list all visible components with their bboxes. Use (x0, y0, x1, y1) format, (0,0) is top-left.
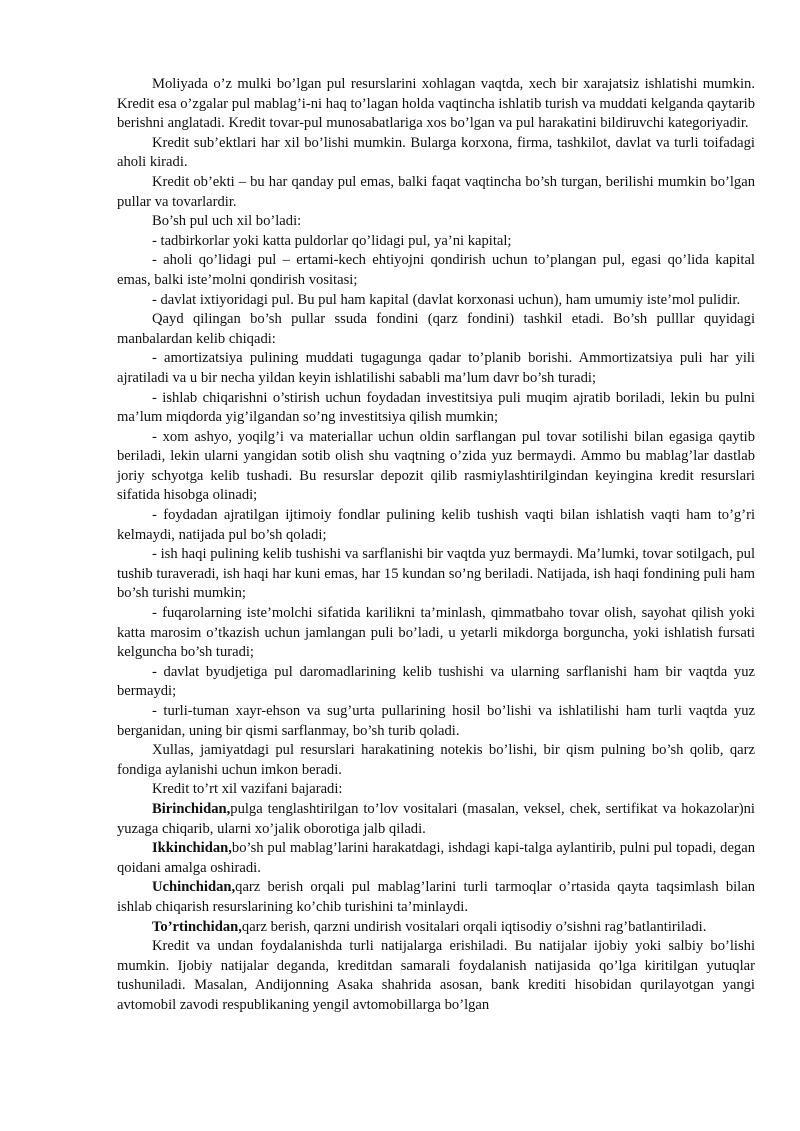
list-item: - davlat byudjetiga pul daromadlarining kelib tushishi va ularning sarflanishi ham bir vaqtda yuz bermaydi; (117, 663, 755, 700)
list-item: - davlat ixtiyoridagi pul. Bu pul ham kapital (davlat korxonasi uchun), ham umumiy iste’mol pulidir. (152, 291, 741, 308)
paragraph: Qayd qilingan bo’sh pullar ssuda fondini (qarz fondini) tashkil etadi. Bo’sh pulllar quyidagi manbalardan kelib chiqadi: (117, 311, 755, 347)
paragraph: Kredit sub’ektlari har xil bo’lishi mumkin. Bularga korxona, firma, tashkilot, davlat va turli toifadagi aholi kiradi. (117, 134, 755, 171)
function-lead: Uchinchidan, (152, 879, 236, 896)
function-lead: To’rtinchidan, (152, 918, 242, 935)
function-lead: Birinchidan, (152, 800, 231, 817)
paragraph: Kredit to’rt xil vazifani bajaradi: (152, 781, 343, 798)
paragraph: Xullas, jamiyatdagi pul resurslari harakatining notekis bo’lishi, bir qism pulning bo’sh qolib, qarz fondiga aylanishi uchun imkon beradi. (117, 742, 755, 778)
paragraph: Kredit va undan foydalanishda turli natijalarga erishiladi. Bu natijalar ijobiy yoki salbiy bo’lishi mumkin. Ijobiy natijalar deganda, kreditdan samarali foydalanish natijasida qo’lga kiritilgan yutuqlar tushuniladi. Masalan, Andijonning Asaka shahrida asosan, bank krediti hisobidan qurilayotgan yangi avtomobil zavodi respublikaning yengil avtomobillarga bo’lgan (117, 938, 755, 1013)
function-item: Ikkinchidan,bo’sh pul mablag’larini harakatdagi, ishdagi kapi-talga aylantirib, pulni pul topadi, degan qoidani amalga oshiradi. (117, 840, 755, 876)
list-item: - ishlab chiqarishni o’stirish uchun foydadan investitsiya puli muqim ajratib boriladi, lekin bu pulni ma’lum miqdorda yig’ilgandan so’ng investitsiya qilish mumkin; (117, 389, 755, 426)
list-item: - foydadan ajratilgan ijtimoiy fondlar pulining kelib tushish vaqti bilan ishlatish vaqti ham to’g’ri kelmaydi, natijada pul bo’sh qoladi; (117, 507, 755, 543)
list-item: - fuqarolarning iste’molchi sifatida karilikni ta’minlash, qimmatbaho tovar olish, sayohat qilish yoki katta marosim o’tkazish uchun jamlangan puli bo’ladi, u yetarli mikdorga borguncha, yoki ishlatish fursati kelguncha bo’sh turadi; (117, 605, 755, 661)
list-item: - aholi qo’lidagi pul – ertami-kech ehtiyojni qondirish uchun to’plangan pul, egasi qo’lida kapital emas, balki iste’molni qondirish vositasi; (117, 252, 755, 288)
list-item: - xom ashyo, yoqilg’i va materiallar uchun oldin sarflangan pul tovar sotilishi bilan egasiga qaytib beriladi, lekin ularni yangidan sotib olish shu vaqtning o’zida yuz bermaydi. Ammo bu mablag’lar dastlab joriy schyotga kelib tushadi. Bu resurslar depozit qilib rasmiylashtirilgindan keyingina kredit resurslari sifatida hisobga olinadi; (117, 428, 755, 504)
function-item: To’rtinchidan,qarz berish, qarzni undirish vositalari orqali iqtisodiy o’sishni rag’batlantiriladi. (152, 918, 707, 935)
function-item: Birinchidan,pulga tenglashtirilgan to’lov vositalari (masalan, veksel, chek, sertifikat va hokazolar)ni yuzaga chiqarib, ularni xo’jalik oborotiga jalb qiladi. (117, 800, 755, 837)
list-item: - turli-tuman xayr-ehson va sug’urta pullarining hosil bo’lishi va ishlatilishi ham turli vaqtda yuz berganidan, uning bir qismi sarflanmay, bo’sh turib qoladi. (117, 703, 755, 739)
list-item: - tadbirkorlar yoki katta puldorlar qo’lidagi pul, ya’ni kapital; (152, 232, 512, 249)
paragraph: Bo’sh pul uch xil bo’ladi: (152, 213, 302, 230)
list-item: - ish haqi pulining kelib tushishi va sarflanishi bir vaqtda yuz bermaydi. Ma’lumki, tovar sotilgach, pul tushib turaveradi, ish haqi har kuni emas, har 15 kundan so’ng beriladi. Natijada, ish haqi fondining puli ham bo’sh turishi mumkin; (117, 546, 755, 602)
paragraph: Kredit ob’ekti – bu har qanday pul emas, balki faqat vaqtincha bo’sh turgan, berilishi mumkin bo’lgan pullar va tovarlardir. (117, 173, 755, 210)
function-lead: Ikkinchidan, (152, 840, 232, 857)
paragraph: Moliyada o’z mulki bo’lgan pul resurslarini xohlagan vaqtda, xech bir xarajatsiz ishlatishi mumkin. Kredit esa o’zgalar pul mablag’i-ni haq to’lagan holda vaqtincha ishlatib turish va muddati kelganda qaytarib berishni anglatadi. Kredit tovar-pul munosabatlariga xos bo’lgan va pul harakatini bildiruvchi kategoriyadir. (117, 76, 755, 132)
list-item: - amortizatsiya pulining muddati tugagunga qadar to’planib borishi. Ammortizatsiya puli har yili ajratiladi va u bir necha yildan keyin ishlatilishi sababli ma’lum davr bo’sh turadi; (117, 350, 755, 386)
document-body (117, 75, 755, 1016)
function-item: Uchinchidan,qarz berish orqali pul mablag’larini turli tarmoqlar o’rtasida qayta taqsimlash bilan ishlab chiqarish resurslarining ko’chib turishini ta’minlaydi. (117, 879, 755, 915)
